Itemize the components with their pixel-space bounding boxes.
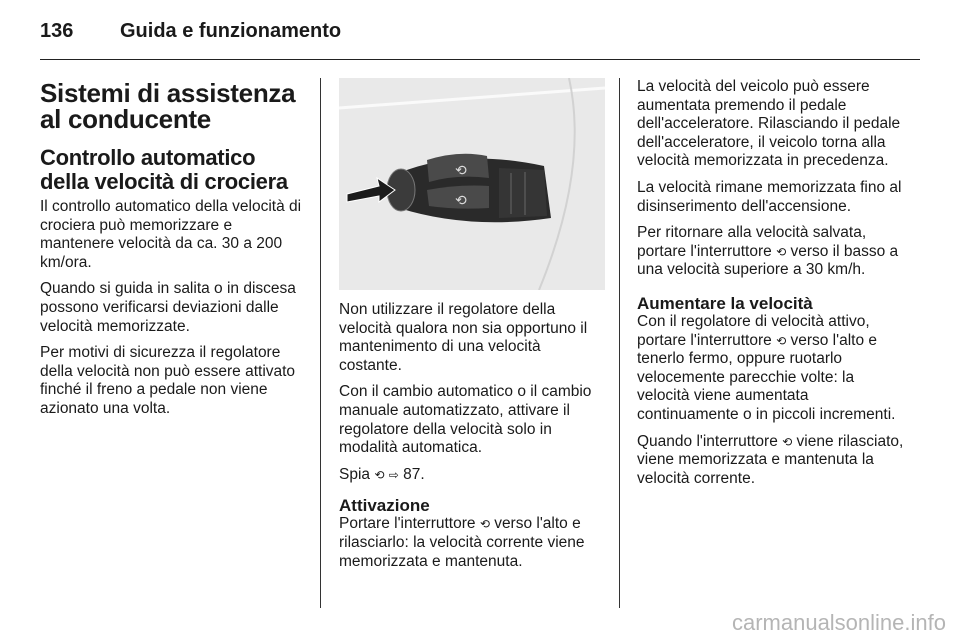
column-1: [40, 80, 308, 427]
paragraph: Non utilizzare il regolatore della velocità qualora non sia opportuno il mantenimento di una velocità costante.: [339, 301, 588, 374]
watermark: carmanualsonline.info: [731, 610, 946, 635]
stalk-ring: [499, 168, 547, 218]
text-run: verso il basso a una velocità superiore a 30 km/h.: [637, 242, 899, 279]
subheading-aumentare: Aumentare la velocità: [637, 293, 813, 313]
text-run: Con il regolatore di velocità attivo, portare l'interruttore: [637, 312, 870, 349]
column-divider-1: [320, 78, 321, 608]
text-run: Per ritornare alla velocità salvata, portare l'interruttore: [637, 224, 867, 260]
text-run: verso l'alto e rilasciarlo: la velocità corrente viene memorizzata e mantenuta.: [339, 515, 585, 570]
page-ref-arrow-icon: ⇨: [388, 467, 399, 482]
cruise-control-icon: ⟲: [776, 333, 787, 348]
column-2: [339, 301, 605, 579]
cruise-icon-upper: ⟲: [455, 163, 467, 179]
cruise-control-icon: ⟲: [374, 467, 385, 482]
subheading-attivazione: Attivazione: [339, 496, 430, 516]
indicator-reference: [339, 466, 605, 485]
paragraph: Il controllo automatico della velocità di crociera può memorizzare e mantenere velocità da ca. 30 a 200 km/ora.: [40, 198, 302, 271]
header-rule: [40, 59, 920, 60]
page-number: 136: [40, 20, 74, 42]
paragraph: Con il cambio automatico o il cambio manuale automatizzato, attivare il regolatore della velocità solo in modalità automatica.: [339, 383, 592, 457]
section-heading: Controllo automatico della velocità di crociera: [40, 145, 288, 194]
paragraph: La velocità del veicolo può essere aumentata premendo il pedale dell'acceleratore. Rilasciando il pedale dell'acceleratore, il veicolo torna alla velocità memorizzata in precedenza.: [637, 78, 901, 170]
paragraph: La velocità rimane memorizzata fino al disinserimento dell'accensione.: [637, 178, 902, 215]
cruise-control-icon: ⟲: [782, 434, 793, 449]
text-run: viene rilasciato, viene memorizzata e mantenuta la velocità corrente.: [637, 432, 904, 487]
paragraph: Per motivi di sicurezza il regolatore della velocità non può essere attivato finché il freno a pedale non viene azionato una volta.: [40, 344, 296, 417]
text-run: verso l'alto e tenerlo fermo, oppure ruotarlo velocemente parecchie volte: la velocità viene aumentata continuamente o in piccoli incrementi.: [637, 331, 896, 423]
chapter-title: Sistemi di assistenza al conducente: [40, 78, 296, 134]
cruise-control-icon: ⟲: [776, 244, 787, 259]
cruise-control-stalk-illustration: [339, 78, 605, 290]
text-run: Quando l'interruttore: [637, 432, 778, 450]
paragraph: Quando si guida in salita o in discesa possono verificarsi deviazioni dalle velocità memorizzate.: [40, 280, 296, 335]
page-header: [40, 20, 920, 60]
cruise-icon-lower: ⟲: [455, 193, 467, 209]
paragraph: [637, 433, 909, 489]
text-run: Portare l'interruttore: [339, 515, 476, 533]
paragraph: [637, 224, 909, 280]
column-divider-2: [619, 78, 620, 608]
paragraph: [339, 515, 605, 571]
column-3: [637, 78, 909, 496]
cruise-control-icon: ⟲: [479, 517, 490, 532]
paragraph: [637, 313, 909, 425]
page-reference: 87.: [403, 465, 425, 483]
section-title: Guida e funzionamento: [120, 20, 342, 42]
spia-label: Spia: [339, 465, 371, 483]
